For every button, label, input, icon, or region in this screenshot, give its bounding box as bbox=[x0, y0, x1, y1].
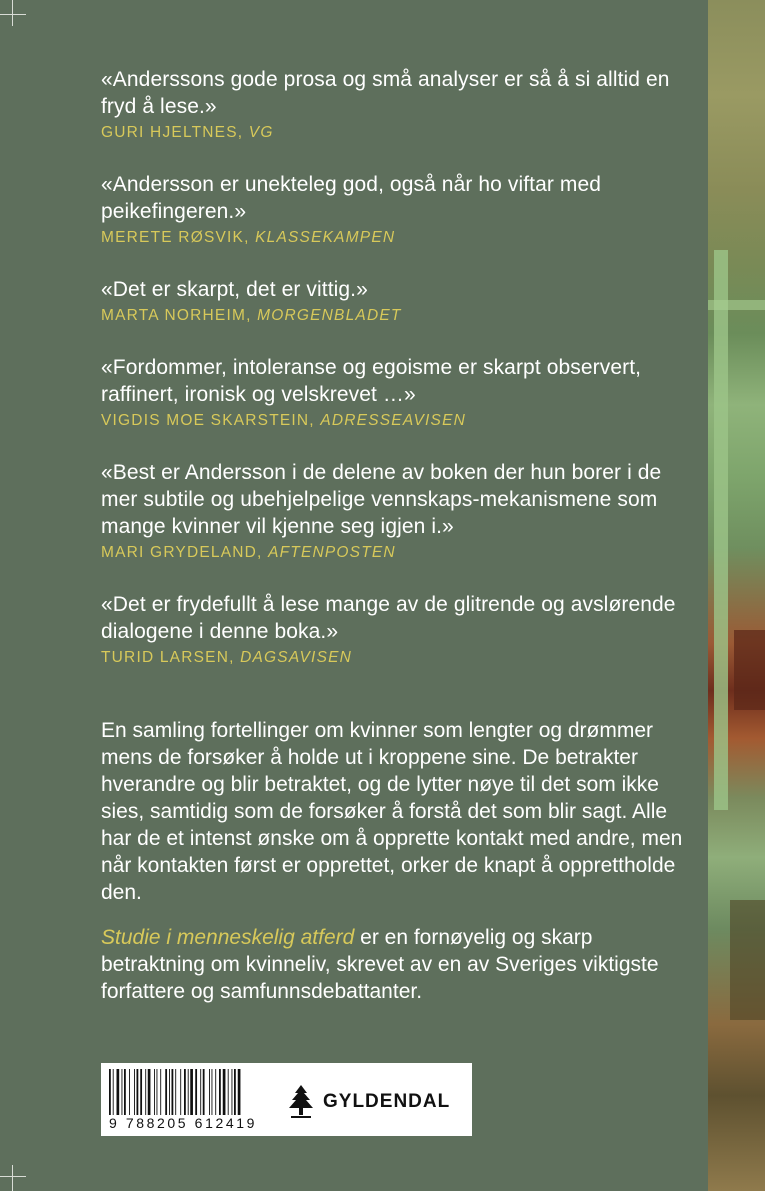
barcode-bar bbox=[124, 1069, 126, 1115]
review-outlet: AFTENPOSTEN bbox=[268, 544, 396, 561]
barcode-bar bbox=[184, 1069, 186, 1115]
review-list bbox=[101, 66, 701, 696]
barcode-bar bbox=[195, 1069, 197, 1115]
review-item bbox=[101, 171, 701, 249]
cover-painting-edge bbox=[708, 0, 765, 1191]
barcode-bar bbox=[160, 1069, 161, 1115]
review-quote: «Det er skarpt, det er vittig.» bbox=[101, 278, 368, 301]
review-quote: «Fordommer, intoleranse og egoisme er skarpt observert, raffinert, ironisk og velskrevet …» bbox=[101, 356, 642, 406]
barcode-bar bbox=[215, 1069, 216, 1115]
review-author: MARTA NORHEIM, bbox=[101, 307, 252, 324]
review-outlet: KLASSEKAMPEN bbox=[255, 229, 396, 246]
isbn-number: 9 788205 612419 bbox=[109, 1115, 257, 1131]
review-quote: «Anderssons gode prosa og små analyser er så å si alltid en fryd å lese.» bbox=[101, 68, 670, 118]
review-item bbox=[101, 354, 701, 432]
barcode-bar bbox=[134, 1069, 135, 1115]
barcode-bar bbox=[129, 1069, 130, 1115]
barcode-bar bbox=[200, 1069, 201, 1115]
barcode-bar bbox=[190, 1069, 193, 1115]
review-outlet: DAGSAVISEN bbox=[240, 649, 353, 666]
review-author: TURID LARSEN, bbox=[101, 649, 235, 666]
review-source bbox=[101, 542, 701, 564]
review-source bbox=[101, 410, 701, 432]
painting-window-frame bbox=[708, 300, 765, 310]
publisher-logo bbox=[287, 1085, 450, 1119]
barcode-bar bbox=[223, 1069, 226, 1115]
barcode-bar bbox=[154, 1069, 155, 1115]
barcode-bar bbox=[122, 1069, 123, 1115]
review-quote: «Andersson er unekteleg god, også når ho viftar med peikefingeren.» bbox=[101, 173, 602, 223]
barcode-bar bbox=[209, 1069, 210, 1115]
crop-mark-bottom bbox=[0, 1176, 26, 1177]
crop-mark-bottom-vertical bbox=[12, 1165, 13, 1191]
barcode-bar bbox=[109, 1069, 111, 1115]
barcode-bar bbox=[113, 1069, 114, 1115]
review-author: MARI GRYDELAND, bbox=[101, 544, 263, 561]
review-source bbox=[101, 647, 701, 669]
barcode-bar bbox=[232, 1069, 233, 1115]
barcode-bar bbox=[188, 1069, 189, 1115]
barcode-bar bbox=[117, 1069, 120, 1115]
barcode-bar bbox=[137, 1069, 139, 1115]
tree-icon bbox=[287, 1085, 315, 1119]
barcode bbox=[109, 1069, 281, 1115]
review-author: GURI HJELTNES, bbox=[101, 124, 244, 141]
barcode-bar bbox=[169, 1069, 170, 1115]
barcode-bar bbox=[234, 1069, 236, 1115]
barcode-bar bbox=[212, 1069, 213, 1115]
painting-shadow bbox=[734, 630, 765, 710]
review-author: VIGDIS MOE SKARSTEIN, bbox=[101, 412, 315, 429]
review-source bbox=[101, 122, 701, 144]
barcode-bar bbox=[228, 1069, 229, 1115]
barcode-bar bbox=[219, 1069, 221, 1115]
review-quote: «Det er frydefullt å lese mange av de glitrende og avslørende dialogene i denne boka.» bbox=[101, 593, 676, 643]
review-outlet: ADRESSEAVISEN bbox=[320, 412, 467, 429]
review-source bbox=[101, 305, 701, 327]
crop-mark-top-vertical bbox=[12, 0, 13, 26]
painting-shadow bbox=[730, 900, 765, 1020]
book-title: Studie i menneskelig atferd bbox=[101, 926, 355, 949]
barcode-bar bbox=[203, 1069, 205, 1115]
barcode-panel bbox=[101, 1063, 472, 1136]
blurb-paragraph: En samling fortellinger om kvinner som lengter og drømmer mens de forsøker å holde ut i kroppene sine. De betrakter hverandre og blir betraktet, og de lytter nøye til det som ikke sies, samtidig som de forsøker å forstå det som blir sagt. Alle har de et intenst ønske om å opprette kontakt med andre, men når kontakten først er opprettet, orker de knapt å opprettholde den. bbox=[101, 719, 683, 904]
barcode-bar bbox=[175, 1069, 176, 1115]
barcode-bar bbox=[140, 1069, 142, 1115]
blurb-paragraph-2-text: er en fornøyelig og skarp betraktning om kvinneliv, skrevet av en av Sveriges viktigste forfattere og samfunnsdebattanter. bbox=[101, 926, 659, 1003]
review-source bbox=[101, 227, 701, 249]
review-outlet: MORGENBLADET bbox=[257, 307, 402, 324]
review-item bbox=[101, 591, 701, 669]
review-item bbox=[101, 459, 701, 564]
publisher-name: GYLDENDAL bbox=[323, 1091, 451, 1112]
barcode-bar bbox=[157, 1069, 158, 1115]
review-quote: «Best er Andersson i de delene av boken der hun borer i de mer subtile og ubehjelpelige vennskaps-mekanismene som mange kvinner vil kjenne seg igjen i.» bbox=[101, 461, 662, 538]
barcode-bar bbox=[172, 1069, 174, 1115]
review-author: MERETE RØSVIK, bbox=[101, 229, 250, 246]
barcode-bar bbox=[145, 1069, 146, 1115]
barcode-bar bbox=[180, 1069, 181, 1115]
blurb-paragraph-2 bbox=[101, 924, 701, 1005]
review-item bbox=[101, 276, 701, 327]
barcode-bar bbox=[165, 1069, 167, 1115]
barcode-bar bbox=[238, 1069, 241, 1115]
review-outlet: VG bbox=[248, 124, 274, 141]
barcode-bar bbox=[148, 1069, 151, 1115]
review-item bbox=[101, 66, 701, 144]
crop-mark-top bbox=[0, 14, 26, 15]
painting-window-frame bbox=[714, 250, 728, 810]
